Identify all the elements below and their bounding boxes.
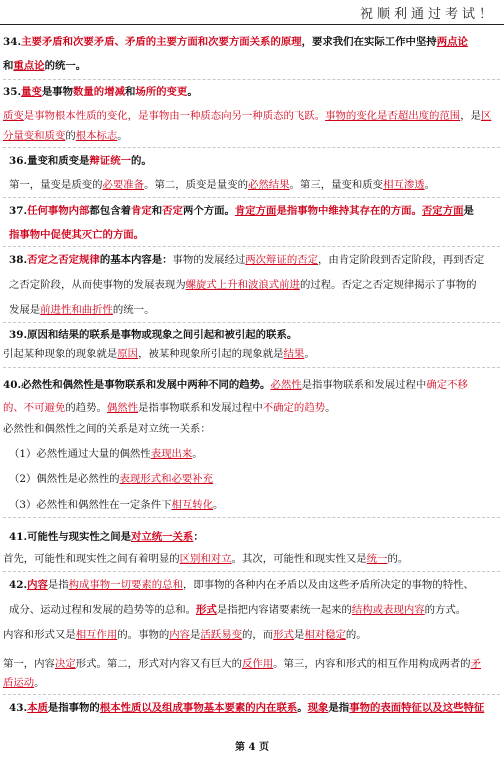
text: 。 [213,499,224,511]
text: 是指事物的 [47,702,100,714]
text: 第一，量变是质变的 [9,179,103,191]
text: 两次辩证的否定 [245,254,319,266]
item-42-line-1 [9,578,474,592]
text: 数量的增减 [73,86,125,98]
text: 的，而 [241,629,274,641]
text: 原因 [117,348,139,360]
text: 的。 [130,155,152,167]
text: 螺旋式上升和波浪式前进 [185,279,300,291]
text: 是事物根本性质的变化，是事物由一种质态向另一种质态的飞跃。 [23,110,326,122]
item-35-line-1 [3,85,198,99]
text: 内容 [27,579,48,591]
text: 。第三，内容和形式的相互作用构成两者的 [273,658,471,670]
text: 。 [424,179,436,191]
text: 43. [9,702,28,714]
text: 的。 [345,629,367,641]
text: 反作用 [241,658,274,670]
text: 盾运动 [3,677,35,689]
item-36-line-1 [9,154,152,168]
text: 矛 [470,658,481,670]
text: 确定不移 [426,379,468,391]
text: 内容 [169,629,191,641]
item-37-line-1 [9,204,474,218]
text: 两个方面。 [182,205,235,217]
text: 。 [297,702,308,714]
text: 的趋势。 [65,402,107,414]
text: 的、不可避免 [3,402,66,414]
text: ，由肯定阶段到否定阶段，再到否定 [318,254,485,266]
divider [3,694,500,695]
text: 。第三，量变和质变 [289,179,384,191]
text: 的 [65,130,76,142]
text: 否定 [162,205,183,217]
item-40-point-3 [9,498,223,512]
text: 事物的发展经过 [172,254,246,266]
divider [3,197,500,198]
text: 是 [463,205,474,217]
divider [3,246,500,247]
item-40-point-2 [9,472,213,486]
item-39-line-2 [3,347,315,361]
text: 41.可能性与现实性之间是 [9,531,131,543]
item-38-line-2 [9,278,477,292]
text: 是 [293,629,305,641]
text: 表现形式和必要补充 [119,473,214,485]
text: 必要准备 [102,179,145,191]
text: 肯定方面 [234,205,277,217]
text: 38. [9,254,28,266]
item-42-line-3 [3,628,367,642]
item-42-line-5 [3,676,45,690]
text: 的。 [387,553,409,565]
item-38-line-1 [9,253,484,267]
text: （2）偶然性是必然性的 [9,473,120,485]
page-header [0,0,504,25]
text: 形式。第二，形式对内容又有巨大的 [75,658,242,670]
text: 肯定 [130,205,152,217]
text: 前进性和曲折性 [40,304,113,316]
divider [3,322,500,323]
text: 必然结果 [247,179,290,191]
item-42-line-4 [3,657,481,671]
item-35-line-3 [3,129,128,143]
text: 表现出来 [150,448,193,460]
text: 相对稳定 [304,629,346,641]
item-37-line-2 [9,228,144,242]
text: 相互渗透 [383,179,425,191]
text: 主要矛盾和次要矛盾、矛盾的主要方面和次要方面关系的原理 [21,36,302,48]
item-40-line-3 [3,422,211,436]
divider [3,571,500,572]
text: ： [193,531,204,543]
text: 。其次，可能性和现实性又是 [231,553,367,565]
text: 辩证统一 [89,155,131,167]
text: 结构或表现内容 [351,604,425,616]
text: 否定之否定规律 [27,254,100,266]
text: 是指事物联系和发展过程中 [301,379,427,391]
text: 是 [190,629,201,641]
item-34-line-2 [3,59,86,73]
item-34-line-1 [3,35,468,49]
text: 根本标志 [75,130,118,142]
text: 内容和形式又是 [3,629,76,641]
text: 场所的变更 [135,86,188,98]
text: 是指把内容诸要素统一起来的 [216,604,352,616]
text: 36.量变和质变是 [9,155,90,167]
divider [3,147,500,148]
text: 统一 [366,553,388,565]
text: ，要求我们在实际工作中坚持 [301,36,437,48]
text: 是指 [328,702,350,714]
text: 本质 [27,702,48,714]
item-40-point-1 [9,447,203,461]
text: 35. [3,86,22,98]
text: 形式 [273,629,294,641]
text: 决定 [54,658,76,670]
text: 40.必然性和偶然性是事物联系和发展中两种不同的趋势。 [3,379,271,391]
text: 。 [325,402,336,414]
text: 引起某种现象的现象就是 [3,348,118,360]
text: 首先，可能性和现实性之间有着明显的 [3,553,180,565]
text: ，被某种现象所引起的现象就是 [138,348,284,360]
text: 结果 [283,348,305,360]
divider [3,517,500,518]
divider [3,79,500,80]
text: ，是 [460,110,481,122]
text: 根本性质以及组成事物基本要素的内在联系 [99,702,298,714]
text: 重点论 [13,60,45,72]
text: 。 [304,348,315,360]
text: 是指事物中维持其存在的方面。 [276,205,422,217]
text: 的。事物的 [117,629,170,641]
item-42-line-2 [9,603,466,617]
text: 。 [187,86,198,98]
text: ，即事物的各种内在矛盾以及由这些矛盾所决定的事物的特性、 [182,579,474,591]
text: 否定方面 [421,205,464,217]
text: 事物的变化是否超出度的范围 [325,110,461,122]
item-43-line-1 [9,701,484,715]
text: 指事物中促使其灭亡的方面。 [9,229,145,241]
text: 都包含着 [89,205,131,217]
text: 是指 [47,579,69,591]
text: 之否定阶段，从而使事物的发展表现为 [9,279,186,291]
text: 事物的表面特征以及这些特征 [349,702,485,714]
item-36-line-2 [9,178,435,192]
item-35-line-2 [3,109,491,123]
text: （3）必然性和偶然性在一定条件下 [9,499,172,511]
page-number: 第 4 页 [235,742,269,753]
text: （1）必然性通过大量的偶然性 [9,448,151,460]
text: 发展是 [9,304,41,316]
text: 的基本内容是： [99,254,173,266]
item-41-line-2 [3,552,408,566]
text: 的方式。 [424,604,467,616]
text: 对立统一关系 [130,531,194,543]
text: 。 [34,677,45,689]
text: 的统一。 [44,60,87,72]
text: 。 [117,130,128,142]
text: 是事物 [41,86,74,98]
text: 和 [151,205,163,217]
text: 是指事物联系和发展过程中 [138,402,263,414]
text: 区别和对立 [179,553,232,565]
text: 相互作用 [75,629,118,641]
text: 必然性 [270,379,302,391]
header-title: 祝顺利通过考试！ [359,7,496,22]
text: 必然性和偶然性之间的关系是对立统一关系： [3,423,211,435]
text: 42. [9,579,28,591]
text: 偶然性 [106,402,139,414]
item-40-line-2 [3,401,336,415]
item-40-line-1 [3,378,468,392]
text: 。 [192,448,203,460]
text: 相互转化 [171,499,214,511]
divider [3,367,500,368]
text: 活跃易变 [200,629,242,641]
item-38-line-3 [9,303,154,317]
text: 质变 [3,110,24,122]
text: 形式 [196,604,217,616]
item-39-line-1 [9,328,297,342]
text: 成分、运动过程和发展的趋势等的总和。 [9,604,197,616]
text: 构成事物一切要素的总和 [68,579,183,591]
text: 37. [9,205,28,217]
text: 两点论 [436,36,468,48]
text: 39.原因和结果的联系是事物或现象之间引起和被引起的联系。 [9,329,298,341]
text: 34. [3,36,22,48]
text: 量变 [21,86,42,98]
text: 的过程。否定之否定规律揭示了事物的 [299,279,477,291]
text: 区 [480,110,492,122]
text: 第一，内容 [3,658,55,670]
text: 的统一。 [112,304,155,316]
text: 和 [3,60,14,72]
text: 和 [124,86,136,98]
text: 不确定的趋势 [262,402,326,414]
item-41-line-1 [9,530,204,544]
text: 任何事物内部 [27,205,90,217]
text: 现象 [307,702,329,714]
text: 分量变和质变 [3,130,66,142]
text: 。第二，质变是量变的 [144,179,248,191]
